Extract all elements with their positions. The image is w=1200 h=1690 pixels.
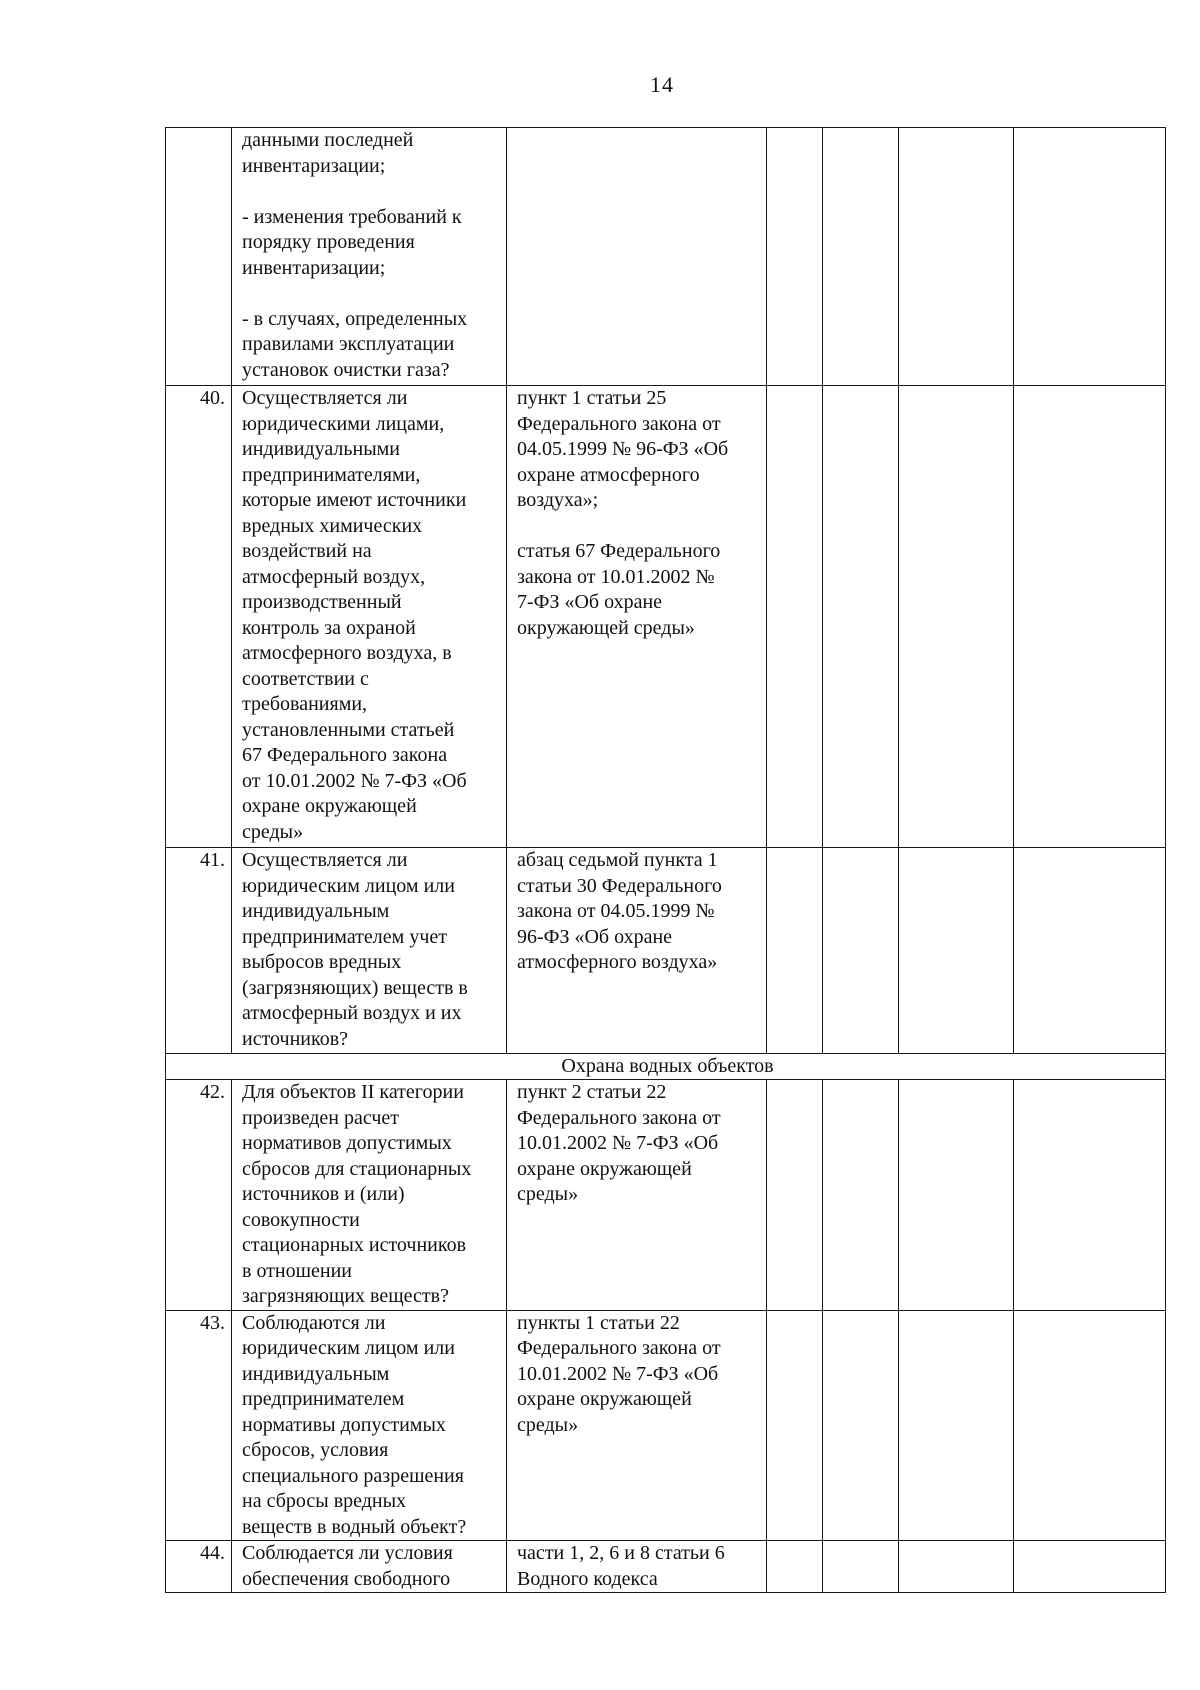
answer-cell-yes[interactable] (767, 128, 823, 386)
notes-cell[interactable] (1014, 1541, 1166, 1593)
table-row (166, 1080, 1166, 1311)
row-number: 42. (166, 1080, 232, 1311)
section-row (166, 1054, 1166, 1080)
answer-cell-na[interactable] (899, 1310, 1014, 1541)
notes-cell[interactable] (1014, 1080, 1166, 1311)
table-row (166, 1541, 1166, 1593)
answer-cell-no[interactable] (823, 128, 899, 386)
section-title: Охрана водных объектов (166, 1054, 1166, 1080)
row-number: 43. (166, 1310, 232, 1541)
legal-reference: пункт 2 статьи 22 Федерального закона от 10.01.2002 № 7-ФЗ «Об охране окружающей среды» (507, 1080, 767, 1311)
answer-cell-na[interactable] (899, 848, 1014, 1054)
row-number: 40. (166, 386, 232, 848)
requirement-text: Для объектов II категории произведен расчет нормативов допустимых сбросов для стационарных источников и (или) совокупности стационарных источников в отношении загрязняющих веществ? (232, 1080, 507, 1311)
answer-cell-no[interactable] (823, 1310, 899, 1541)
requirement-text: данными последней инвентаризации; - изменения требований к порядку проведения инвентаризации; - в случаях, определенных правилами эксплуатации установок очистки газа? (232, 128, 507, 386)
answer-cell-na[interactable] (899, 1541, 1014, 1593)
notes-cell[interactable] (1014, 848, 1166, 1054)
requirement-text: Осуществляется ли юридическим лицом или индивидуальным предпринимателем учет выбросов вредных (загрязняющих) веществ в атмосферный воздух и их источников? (232, 848, 507, 1054)
answer-cell-no[interactable] (823, 1080, 899, 1311)
page-number: 14 (650, 72, 674, 97)
notes-cell[interactable] (1014, 128, 1166, 386)
row-number: 41. (166, 848, 232, 1054)
legal-reference: абзац седьмой пункта 1 статьи 30 Федерального закона от 04.05.1999 № 96-ФЗ «Об охране атмосферного воздуха» (507, 848, 767, 1054)
notes-cell[interactable] (1014, 1310, 1166, 1541)
legal-reference: пункты 1 статьи 22 Федерального закона от 10.01.2002 № 7-ФЗ «Об охране окружающей среды» (507, 1310, 767, 1541)
answer-cell-yes[interactable] (767, 1080, 823, 1311)
requirement-text: Соблюдаются ли юридическим лицом или индивидуальным предпринимателем нормативы допустимых сбросов, условия специального разрешения на сбросы вредных веществ в водный объект? (232, 1310, 507, 1541)
answer-cell-na[interactable] (899, 128, 1014, 386)
table-row (166, 1310, 1166, 1541)
checklist-table (165, 127, 1166, 1593)
answer-cell-no[interactable] (823, 386, 899, 848)
table-row (166, 128, 1166, 386)
row-number (166, 128, 232, 386)
answer-cell-na[interactable] (899, 386, 1014, 848)
answer-cell-yes[interactable] (767, 848, 823, 1054)
legal-reference: пункт 1 статьи 25 Федерального закона от 04.05.1999 № 96-ФЗ «Об охране атмосферного воздуха»; статья 67 Федерального закона от 10.01.2002 № 7-ФЗ «Об охране окружающей среды» (507, 386, 767, 848)
answer-cell-yes[interactable] (767, 386, 823, 848)
table-row (166, 386, 1166, 848)
row-number: 44. (166, 1541, 232, 1593)
table-row (166, 848, 1166, 1054)
answer-cell-yes[interactable] (767, 1541, 823, 1593)
legal-reference: части 1, 2, 6 и 8 статьи 6 Водного кодекса (507, 1541, 767, 1593)
legal-reference (507, 128, 767, 386)
answer-cell-na[interactable] (899, 1080, 1014, 1311)
answer-cell-yes[interactable] (767, 1310, 823, 1541)
answer-cell-no[interactable] (823, 848, 899, 1054)
notes-cell[interactable] (1014, 386, 1166, 848)
requirement-text: Осуществляется ли юридическими лицами, индивидуальными предпринимателями, которые имеют источники вредных химических воздействий на атмосферный воздух, производственный контроль за охраной атмосферного воздуха, в соответствии с требованиями, установленными статьей 67 Федерального закона от 10.01.2002 № 7-ФЗ «Об охране окружающей среды» (232, 386, 507, 848)
requirement-text: Соблюдается ли условия обеспечения свободного (232, 1541, 507, 1593)
answer-cell-no[interactable] (823, 1541, 899, 1593)
